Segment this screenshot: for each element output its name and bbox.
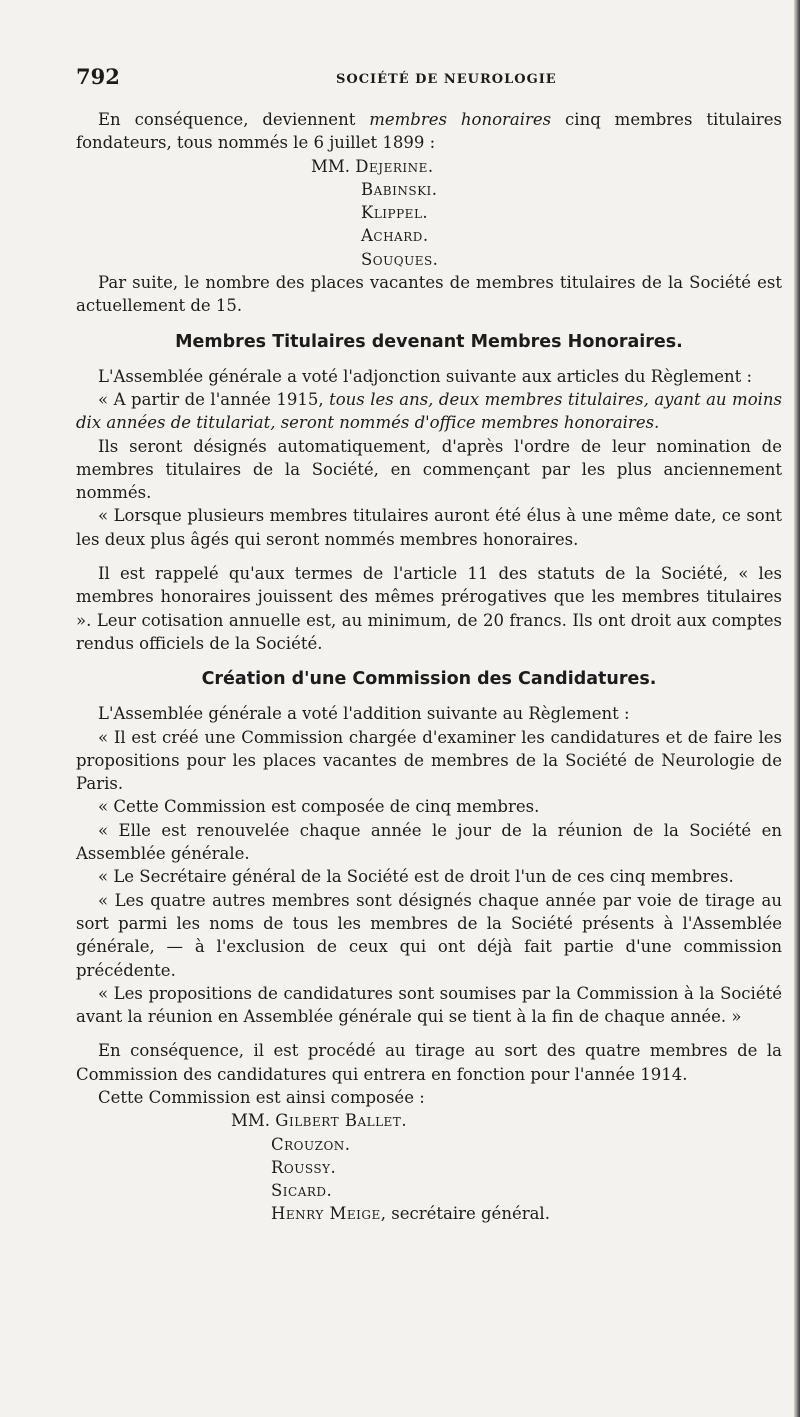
- text-run: « A partir de l'année 1915,: [98, 389, 330, 409]
- running-title: SOCIÉTÉ DE NEUROLOGIE: [336, 72, 557, 87]
- emphasis-membres-honoraires: membres honoraires: [369, 110, 552, 129]
- member-name: Dejerine.: [355, 156, 434, 176]
- list-item: [231, 1109, 782, 1132]
- list-item: [311, 155, 782, 178]
- paragraph-commission-created: « Il est créé une Commission chargée d'examiner les candidatures et de faire les propositions pour les places vacantes de membres de la Société de Neurologie de Paris.: [76, 727, 782, 794]
- paragraph-adjonction: L'Assemblée générale a voté l'adjonction suivante aux articles du Règlement :: [98, 366, 753, 386]
- member-name: Henry Meige: [271, 1204, 381, 1224]
- paragraph-addition: L'Assemblée générale a voté l'addition suivante au Règlement :: [98, 704, 630, 724]
- member-name: Souques.: [361, 249, 439, 269]
- paragraph-composition: Cette Commission est ainsi composée :: [98, 1087, 425, 1107]
- paragraph-honorary-founders: [76, 108, 782, 155]
- member-name: Sicard.: [271, 1181, 333, 1201]
- member-name: Roussy.: [271, 1157, 337, 1177]
- list-item: [311, 224, 782, 247]
- paragraph-renewed: « Elle est renouvelée chaque année le jour de la réunion de la Société en Assemblée générale.: [76, 820, 782, 864]
- page-body: [76, 108, 782, 1226]
- emphasis-rule: tous les ans, deux membres titulaires, ayant au moins dix années de titulariat, seront nommés d'office membres honoraires.: [76, 389, 782, 433]
- paragraph-designation: Ils seront désignés automatiquement, d'après l'ordre de leur nomination de membres titulaires de la Société, en commençant par les plus anciennement nommés.: [76, 436, 782, 503]
- commission-names-list: [76, 1109, 782, 1225]
- paragraph-rule-1915: [76, 388, 782, 435]
- list-item: [231, 1202, 782, 1225]
- paragraph-proposals: « Les propositions de candidatures sont soumises par la Commission à la Société avant la réunion en Assemblée générale qui se tient à la fin de chaque année. »: [76, 983, 782, 1027]
- list-item: [311, 248, 782, 271]
- member-name: Crouzon.: [271, 1134, 351, 1154]
- list-item: [231, 1133, 782, 1156]
- paragraph-article-11: Il est rappelé qu'aux termes de l'article 11 des statuts de la Société, « les membres honoraires jouissent des mêmes prérogatives que les membres titulaires ». Leur cotisation annuelle est, au minimum, de 20 francs. Ils ont droit aux comptes rendus officiels de la Société.: [76, 564, 782, 653]
- paragraph-vacancies: Par suite, le nombre des places vacantes de membres titulaires de la Société est actuellement de 15.: [76, 273, 782, 316]
- binding-shadow: [794, 0, 800, 1417]
- member-role: , secrétaire général.: [380, 1204, 550, 1224]
- list-item: [311, 178, 782, 201]
- text-run: cinq membres titulaires fondateurs, tous nommés le 6 juillet 1899 :: [76, 110, 782, 153]
- names-prefix: MM.: [311, 156, 356, 176]
- list-item: [311, 201, 782, 224]
- text-run: En conséquence, deviennent: [98, 110, 370, 129]
- section-heading-commission: Création d'une Commission des Candidatures.: [201, 669, 657, 690]
- page-header: [76, 64, 760, 94]
- paragraph-same-date: « Lorsque plusieurs membres titulaires auront été élus à une même date, ce sont les deux plus âgés qui seront nommés membres honoraires.: [76, 506, 782, 549]
- paragraph-consequence: En conséquence, il est procédé au tirage au sort des quatre membres de la Commission des candidatures qui entrera en fonction pour l'année 1914.: [76, 1041, 782, 1084]
- section-heading-titulaires: Membres Titulaires devenant Membres Honoraires.: [175, 331, 683, 352]
- paragraph-five-members: « Cette Commission est composée de cinq membres.: [98, 797, 540, 817]
- list-item: [231, 1156, 782, 1179]
- member-name: Klippel.: [361, 203, 429, 223]
- member-name: Achard.: [361, 226, 429, 246]
- member-name: Gilbert Ballet.: [275, 1111, 408, 1131]
- page-number: 792: [76, 64, 120, 89]
- honorary-names-list: [76, 155, 782, 271]
- paragraph-drawing-lots: « Les quatre autres membres sont désignés chaque année par voie de tirage au sort parmi les noms de tous les membres de la Société présents à l'Assemblée générale, — à l'exclusion de ceux qui ont déjà fait partie d'une commission précédente.: [76, 890, 782, 980]
- paragraph-secretary: « Le Secrétaire général de la Société est de droit l'un de ces cinq membres.: [98, 867, 734, 887]
- member-name: Babinski.: [361, 179, 438, 199]
- list-item: [231, 1179, 782, 1202]
- names-prefix: MM.: [231, 1111, 276, 1131]
